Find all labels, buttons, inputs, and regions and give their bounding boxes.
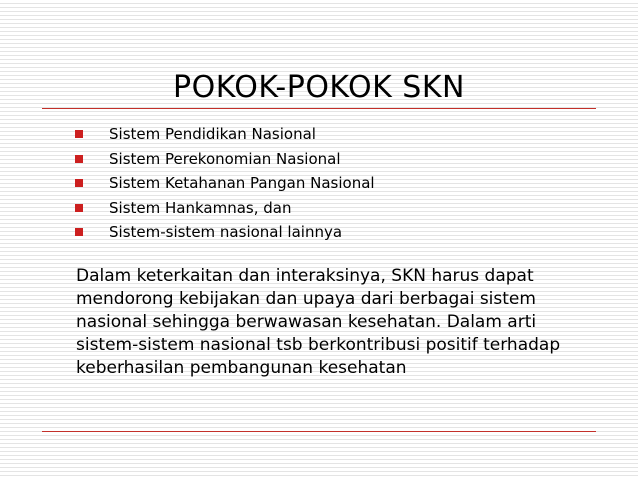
title-divider [42,108,596,109]
bullet-text: Sistem Hankamnas, dan [109,198,292,217]
footer-divider [42,431,596,432]
square-bullet-icon [75,228,83,236]
bullet-text: Sistem Ketahanan Pangan Nasional [109,174,375,192]
slide-title [0,70,638,105]
square-bullet-icon [75,155,83,163]
bullet-text: Sistem-sistem nasional lainnya [109,223,343,241]
square-bullet-icon [75,179,83,187]
bullet-text: Sistem Perekonomian Nasional [109,149,341,168]
paragraph-line: mendorong kebijakan dan upaya dari berbagai sistem [76,289,536,309]
square-bullet-icon [75,130,83,138]
paragraph-line: keberhasilan pembangunan kesehatan [76,358,407,378]
body-paragraph [76,265,616,380]
bullet-text: Sistem Pendidikan Nasional [109,125,316,143]
square-bullet-icon [75,204,83,212]
paragraph-line: nasional sehingga berwawasan kesehatan. Dalam arti [76,312,537,332]
paragraph-line: Dalam keterkaitan dan interaksinya, SKN harus dapat [76,266,534,286]
paragraph-line: sistem-sistem nasional tsb berkontribusi positif terhadap [76,335,561,355]
title-text: POKOK-POKOK SKN [173,70,465,105]
